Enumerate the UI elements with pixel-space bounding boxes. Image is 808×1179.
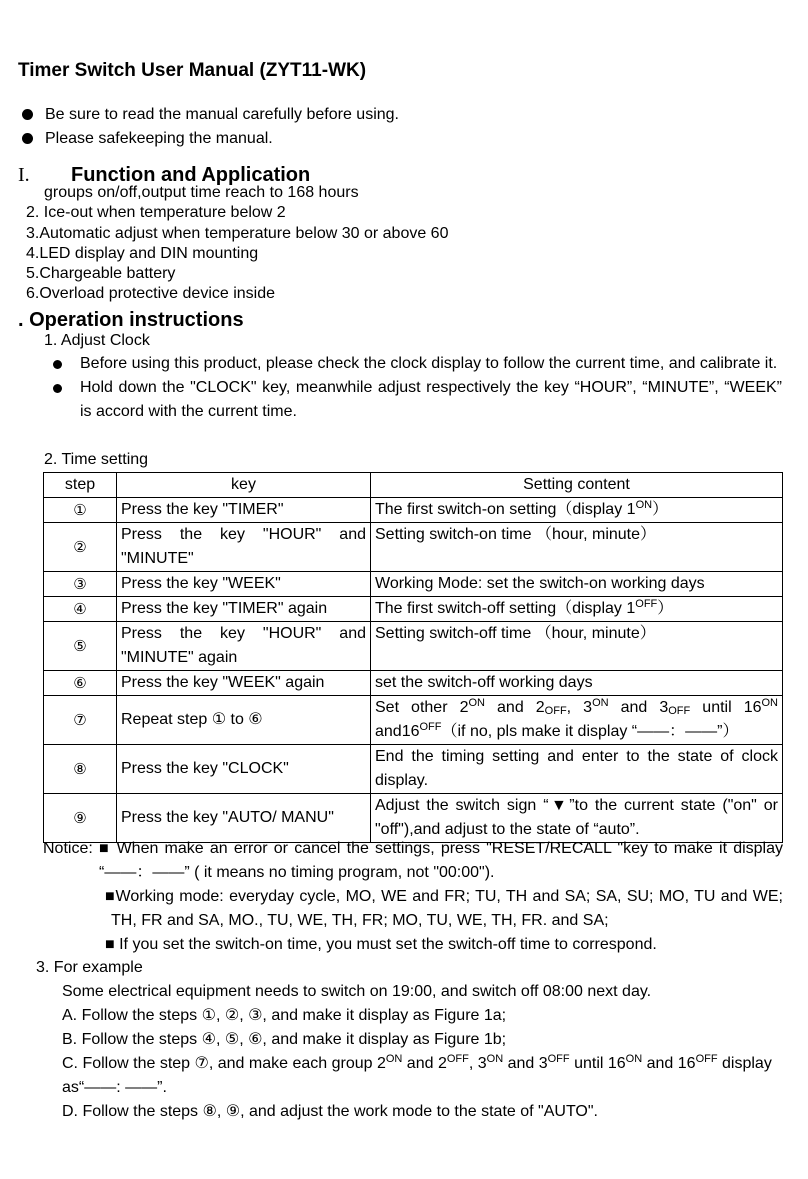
function-item: 6.Overload protective device inside [26, 285, 276, 303]
content-cell: The first switch-off setting（display $1^{OFF}$） [371, 597, 783, 622]
intro-bullet: Be sure to read the manual carefully before using. [22, 103, 399, 127]
bullet-dot-icon [22, 109, 33, 120]
content-cell: Setting switch-off time （hour, minute） [371, 622, 783, 671]
key-cell: Press the key "TIMER" [117, 498, 371, 523]
function-item: 4.LED display and DIN mounting [26, 244, 259, 262]
key-cell: Press the key "HOUR" and "MINUTE" [117, 523, 371, 572]
key-cell: Press the key "WEEK" again [117, 671, 371, 696]
table-row [44, 794, 783, 843]
notice-line: ■ If you set the switch-on time, you must set the switch-off time to correspond. [105, 936, 657, 953]
step-cell: ⑥ [44, 671, 117, 696]
step-cell: ③ [44, 572, 117, 597]
notice-line: Notice: ■ When make an error or cancel the settings, press "RESET/RECALL "key to make it display “——：——” ( it means no timing program, not "00:00"). [43, 840, 783, 881]
step-cell: ① [44, 498, 117, 523]
content-cell: The first switch-on setting（display $1^{ON}$） [371, 498, 783, 523]
document-title: Timer Switch User Manual (ZYT11-WK) [18, 60, 367, 81]
example-label: 3. For example [36, 959, 143, 976]
column-header-step: step [44, 473, 117, 498]
example-intro: Some electrical equipment needs to switch on 19:00, and switch off 08:00 next day. [62, 983, 652, 1000]
content-cell: Set other $2^{ON}$ and $2_{OFF}$, $3^{ON}$ and $3_{OFF}$ until $16^{ON}$ $and16^{OFF}(if$ no, pls make it display “——：——”） [371, 696, 783, 745]
section-1-heading: I. Function and Application [18, 164, 311, 186]
notice-line: ■Working mode: everyday cycle, MO, WE and FR; TU, TH and SA; SA, SU; MO, TU and WE; TH, FR and SA, MO., TU, WE, TH, FR; MO, TU, WE, TH, FR. and SA; [105, 888, 783, 929]
step-cell: ② [44, 523, 117, 572]
key-cell: Press the key "CLOCK" [117, 745, 371, 794]
step-cell: ⑤ [44, 622, 117, 671]
table-row [44, 622, 783, 671]
adjust-clock-bullets [52, 352, 782, 424]
example-block [36, 956, 782, 1124]
key-cell: Press the key "AUTO/ MANU" [117, 794, 371, 843]
time-setting-label: 2. Time setting [44, 451, 149, 468]
table-header-row [44, 473, 783, 498]
step-cell: ④ [44, 597, 117, 622]
key-cell: Press the key "HOUR" and "MINUTE" again [117, 622, 371, 671]
table-row [44, 745, 783, 794]
example-step-a: A. Follow the steps ①, ②, ③, and make it display as Figure 1a; [62, 1007, 507, 1024]
key-cell: Press the key "WEEK" [117, 572, 371, 597]
function-list [26, 183, 448, 305]
example-step-b: B. Follow the steps ④, ⑤, ⑥, and make it display as Figure 1b; [62, 1031, 507, 1048]
function-item: 3.Automatic adjust when temperature below 30 or above 60 [26, 224, 449, 242]
bullet-dot-icon [22, 133, 33, 144]
notice-label: Notice: [43, 840, 93, 857]
bullet-dot-icon [53, 384, 62, 393]
column-header-content: Setting content [371, 473, 783, 498]
content-cell: End the timing setting and enter to the state of clock display. [371, 745, 783, 794]
table-row [44, 523, 783, 572]
adjust-clock-bullet: Hold down the "CLOCK" key, meanwhile adjust respectively the key “HOUR”, “MINUTE”, “WEEK” is accord with the current time. [52, 376, 782, 424]
step-cell: ⑦ [44, 696, 117, 745]
table-row [44, 597, 783, 622]
step-cell: ⑧ [44, 745, 117, 794]
intro-bullets [22, 103, 399, 151]
table-row [44, 498, 783, 523]
adjust-clock-label: 1. Adjust Clock [44, 332, 150, 349]
time-setting-table [43, 472, 783, 843]
table-row [44, 671, 783, 696]
notice-block [43, 837, 783, 957]
function-item: 5.Chargeable battery [26, 265, 176, 283]
content-cell: Adjust the switch sign “▼”to the current state ("on" or "off"),and adjust to the state of “auto”. [371, 794, 783, 843]
key-cell: Repeat step ① to ⑥ [117, 696, 371, 745]
table-row [44, 572, 783, 597]
intro-bullet: Please safekeeping the manual. [22, 127, 399, 151]
function-item: 2. Ice-out when temperature below 2 [26, 204, 286, 222]
column-header-key: key [117, 473, 371, 498]
step-cell: ⑨ [44, 794, 117, 843]
content-cell: set the switch-off working days [371, 671, 783, 696]
key-cell: Press the key "TIMER" again [117, 597, 371, 622]
example-step-c: C. Follow the step ⑦, and make each group $2^{ON}$ and $2^{OFF}$, $3^{ON}$ and $3^{OFF}$ until $16^{ON}$ and $16^{OFF}$ display as“——: ——”. [62, 1053, 772, 1096]
example-step-d: D. Follow the steps ⑧, ⑨, and adjust the work mode to the state of "AUTO". [62, 1103, 598, 1120]
table-row [44, 696, 783, 745]
function-item: groups on/off,output time reach to 168 hours [44, 184, 359, 201]
content-cell: Setting switch-on time （hour, minute） [371, 523, 783, 572]
adjust-clock-bullet: Before using this product, please check the clock display to follow the current time, and calibrate it. [52, 352, 782, 376]
content-cell: Working Mode: set the switch-on working days [371, 572, 783, 597]
bullet-dot-icon [53, 360, 62, 369]
section-2-heading: . Operation instructions [18, 309, 244, 331]
